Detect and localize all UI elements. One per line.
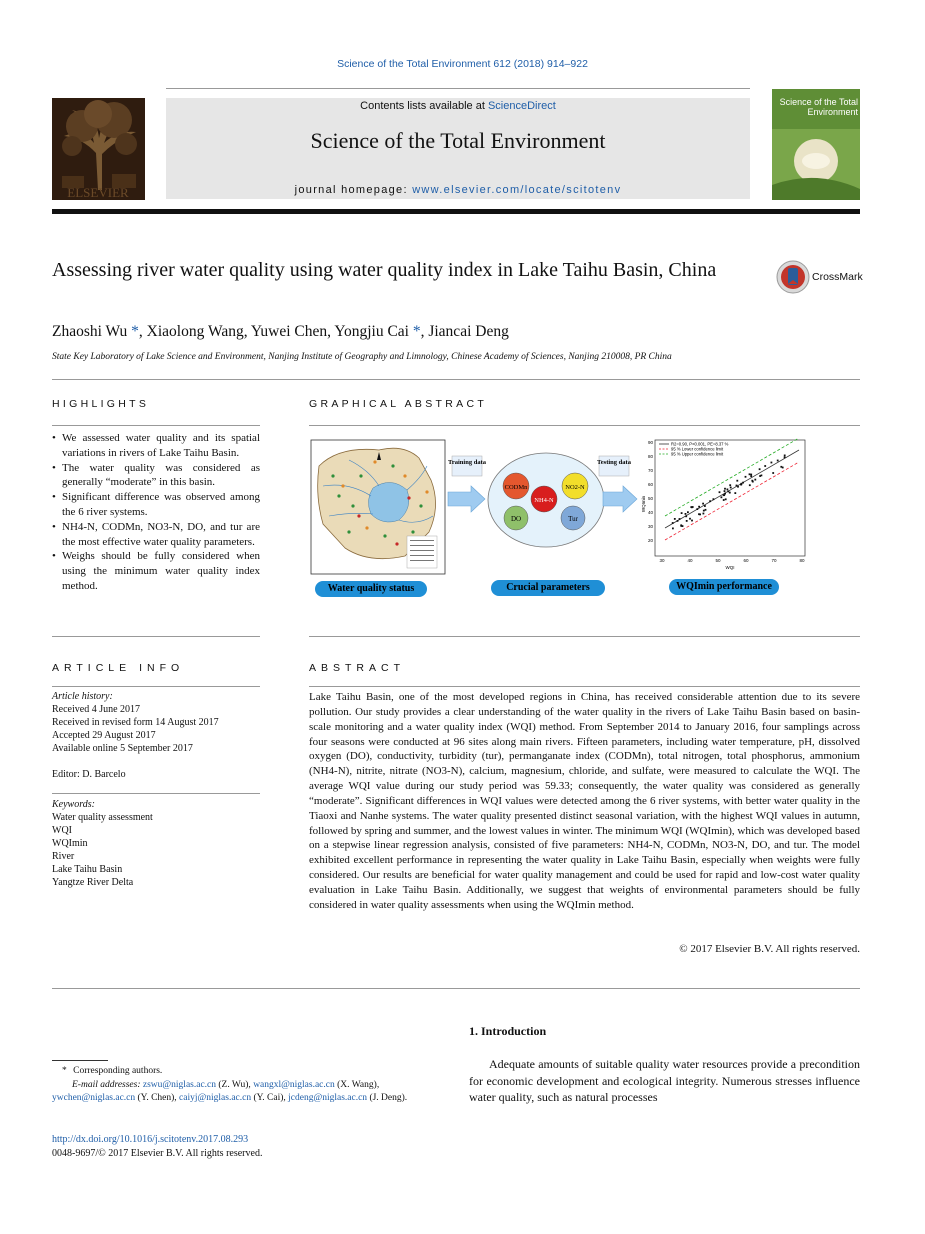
scatter-point [724,493,726,495]
label-crucial-parameters: Crucial parameters [491,580,605,596]
highlight-text: NH4-N, CODMn, NO3-N, DO, and tur are the most effective water quality parameters. [62,520,260,548]
scatter-point [672,522,674,524]
scatter-point [703,513,705,515]
article-title: Assessing river water quality using water quality index in Lake Taihu Basin, China [52,259,717,281]
testing-label: Testing data [597,459,631,466]
author-name: Yongjiu Cai [334,323,409,340]
journal-cover [772,89,860,200]
plot-ytick: 50 [647,496,653,501]
section-rule [52,379,860,380]
param-no2: NO2-N [565,484,585,491]
scatter-point [723,499,725,501]
scatter-point [674,518,676,520]
scatter-point [727,489,729,491]
scatter-point [750,475,752,477]
plot-ytick: 20 [647,538,653,543]
highlight-text: Significant difference was observed among the 6 river systems. [62,491,260,518]
scatter-point [687,511,689,513]
keyword: Yangtze River Delta [52,877,134,888]
plot-ytick: 80 [647,454,653,459]
scatter-point [749,484,751,486]
keyword: Lake Taihu Basin [52,864,123,875]
footnote-star: * [62,1066,67,1076]
wqi-scatter-plot [641,438,805,570]
scatter-point [690,506,692,508]
highlights-list [52,431,260,594]
author-name: Xiaolong Wang [146,323,244,340]
scatter-point [685,515,687,517]
journal-title: Science of the Total Environment [310,128,606,153]
scatter-point [745,476,747,478]
param-cod: CODMn [504,484,528,491]
homepage-prefix: journal homepage: [294,184,413,196]
issn-line: 0048-9697/© 2017 Elsevier B.V. All rights reserved. [52,1148,263,1159]
email-label: E-mail addresses: [72,1079,141,1090]
highlight-item [52,431,260,461]
scatter-point [750,474,752,476]
graphical-abstract-figure [309,436,809,604]
keywords-rule [52,793,260,794]
introduction-body: Adequate amounts of suitable quality water resources provide a precondition for economic development and ecological integrity. Numerous stresses influence water quality, such as natural processes [469,1057,860,1104]
header-rule [166,88,750,89]
highlight-item [52,549,260,593]
scatter-point [696,508,698,510]
journal-homepage [166,184,750,196]
scatter-point [742,482,744,484]
article-info-rule [52,686,260,687]
highlights-bottom-rule [52,636,260,637]
journal-header [166,98,750,199]
corresponding-mark[interactable]: * [412,323,421,340]
scatter-point [689,518,691,520]
plot-ytick: 40 [647,510,653,515]
highlight-text: Weighs should be fully considered when using the minimum water quality index method. [62,550,260,592]
highlight-text: The water quality was considered as generally “moderate” in this basin. [62,461,260,489]
scatter-point [725,498,727,500]
plot-ylabel: WQImin [641,495,646,513]
scatter-point [749,473,751,475]
scatter-point [729,484,731,486]
crossmark-badge[interactable] [776,260,866,294]
scatter-point [740,484,742,486]
highlight-item [52,461,260,491]
email-owner: (Z. Wu), [218,1079,251,1090]
scatter-point [727,491,729,493]
corresponding-mark[interactable]: * [131,323,139,340]
keywords [52,798,262,889]
plot-ytick: 90 [647,440,653,445]
param-tur: Tur [568,515,578,523]
email-owner: (J. Deng). [369,1093,408,1103]
highlight-item [52,490,260,520]
highlights-rule [52,425,260,426]
history-item: Received 4 June 2017 [52,704,141,715]
scatter-point [681,512,683,514]
plot-legend-fit: R2=0.90, P<0.001, PE=8.37 % [671,441,729,447]
scatter-point [759,468,761,470]
keywords-label: Keywords: [52,799,95,810]
scatter-point [736,485,738,487]
scatter-point [759,475,761,477]
header-thick-rule [52,209,860,214]
cover-title: Science of the Total Environment [779,97,858,117]
keyword: Water quality assessment [52,812,153,823]
keyword: WQImin [52,838,88,849]
email-link[interactable]: zswu@niglas.ac.cn [142,1079,217,1090]
graphical-abstract-bottom-rule [309,636,860,637]
history-item: Received in revised form 14 August 2017 [52,717,219,728]
plot-xlabel: WQI [725,565,735,570]
abstract-rule [309,686,860,687]
doi-link[interactable]: http://dx.doi.org/10.1016/j.scitotenv.2017.08.293 [52,1134,249,1145]
plot-xtick: 80 [799,558,805,563]
scatter-point [677,520,679,522]
plot-ytick: 60 [647,482,653,487]
scatter-point [686,520,688,522]
scatter-point [702,503,704,505]
label-wqimin-performance: WQImin performance [669,579,779,595]
highlight-text: We assessed water quality and its spatial variations in rivers of Lake Taihu Basin. [62,432,260,459]
scatter-point [672,528,674,530]
keyword: WQI [52,825,72,836]
highlights-heading: HIGHLIGHTS [52,398,150,410]
scatter-point [724,488,726,490]
plot-xtick: 50 [715,558,721,563]
scatter-point [771,462,773,464]
abstract-copyright: © 2017 Elsevier B.V. All rights reserved. [679,943,860,955]
crucial-parameters-diagram [488,453,604,547]
email-owner: (X. Wang), [337,1079,380,1090]
scatter-point [705,509,707,511]
article-history [52,690,262,781]
email-link[interactable]: ywchen@niglas.ac.cn [52,1093,136,1103]
scatter-point [734,492,736,494]
scatter-point [723,494,725,496]
graphical-abstract-heading: GRAPHICAL ABSTRACT [309,398,488,410]
scatter-point [784,455,786,457]
scatter-point [704,505,706,507]
keyword: River [52,851,75,862]
contents-prefix: Contents lists available at [360,100,488,112]
plot-xtick: 30 [659,558,665,563]
email-owner: (Y. Chen), [137,1093,177,1103]
scatter-point [703,510,705,512]
homepage-link[interactable]: www.elsevier.com/locate/scitotenv [412,184,622,196]
training-label: Training data [448,459,486,466]
introduction-heading: 1. Introduction [469,1024,547,1038]
footnote-label: Corresponding authors. [73,1066,163,1076]
scatter-point [691,520,693,522]
logo-wordmark: ELSEVIER [67,185,129,200]
email-link[interactable]: wangxl@niglas.ac.cn [253,1079,335,1090]
history-label: Article history: [52,691,113,702]
plot-xtick: 70 [771,558,777,563]
scatter-point [772,472,774,474]
scatter-point [764,465,766,467]
param-nh4: NH4-N [534,497,554,504]
scatter-point [777,460,779,462]
scatter-point [679,518,681,520]
abstract-body: Lake Taihu Basin, one of the most developed regions in China, has received considerable attention due to its severe pollution. Our study provides a clear understanding of the water quality in the rivers of Lake Taihu Basin based on basin-scale monitoring and a water quality index (WQI) method. From September 2014 to January 2016, four samplings across four seasons were conducted at 96 sites along main rivers. Fifteen parameters, including water temperature, pH, dissolved oxygen (DO), conductivity, turbidity (tur), permanganate index (CODMn), total nitrogen, total phosphorus, ammonium (NH4-N), nitrite, nitrate (NO3-N), calcium, magnesium, chloride, and sulfate, were measured to calculate the WQI. The average WQI value during our study period was 59.33; consequently, the water quality was considered as generally “moderate”. Significant differences in WQI values were detected among the 6 river systems, with better water quality in the Tiaoxi and Nanhe systems. The water quality presented distinct seasonal variation, with the highest WQI values in autumn, followed by spring and summer, and the lowest values in winter. The minimum WQI (WQImin), which was developed based on a stepwise linear regression analysis, consisted of five parameters: NH4-N, CODMn, NO3-N, DO, and tur. The model exhibited excellent performance in representing the water quality in Lake Taihu Basin, especially when weights were fully considered. Our results are beneficial for water quality management and could be used for rapid and low-cost water quality evaluation in Lake Taihu Basin. Additionally, we suggest that weights of environmental parameters should be fully considered in water quality assessments when using the WQImin method. [309,691,860,911]
affiliation: State Key Laboratory of Lake Science and Environment, Nanjing Institute of Geography and Limnology, Chinese Academy of Sciences, Nanjing 210008, PR China [52,352,672,362]
scatter-point [736,480,738,482]
scatter-point [730,487,732,489]
footnote [52,1065,452,1106]
sciencedirect-link[interactable]: ScienceDirect [487,100,556,112]
scatter-point [698,513,700,515]
article-info-heading: ARTICLE INFO [52,662,185,674]
graphical-abstract-rule [309,425,860,426]
scatter-point [752,481,754,483]
basin-map [311,440,445,574]
scatter-point [780,466,782,468]
plot-xtick: 60 [743,558,749,563]
author-name: Yuwei Chen [250,323,328,340]
elsevier-logo [52,98,145,200]
contents-line [166,100,750,112]
scatter-point [709,500,711,502]
param-do: DO [510,515,522,523]
plot-ytick: 70 [647,468,653,473]
crossmark-icon [776,260,810,294]
footnote-rule [52,1060,108,1061]
plot-xtick: 40 [687,558,693,563]
testing-arrow [597,456,637,512]
author-name: Jiancai Deng [428,323,509,340]
plot-legend-lower: 95 % Lower confidence limit [671,446,724,452]
plot-legend-upper: 95 % Upper confidence limit [671,451,724,457]
scatter-point [721,496,723,498]
scatter-point [719,491,721,493]
training-arrow [448,456,487,512]
history-item: Available online 5 September 2017 [52,743,193,754]
scatter-point [784,456,786,458]
editor: Editor: D. Barcelo [52,769,126,780]
highlight-item [52,520,260,550]
scatter-point [724,490,726,492]
scatter-point [685,513,687,515]
scatter-point [713,498,715,500]
history-item: Accepted 29 August 2017 [52,730,156,741]
email-link[interactable]: jcdeng@niglas.ac.cn [288,1093,368,1103]
abstract-heading: ABSTRACT [309,662,406,674]
author-list: Zhaoshi Wu *, Xiaolong Wang, Yuwei Chen, Yongjiu Cai *, Jiancai Deng [52,323,509,340]
email-owner: (Y. Cai), [253,1093,286,1103]
crossmark-label: CrossMark [812,271,863,283]
body-rule [52,988,860,989]
scatter-point [754,479,756,481]
journal-citation[interactable]: Science of the Total Environment 612 (2018) 914–922 [337,58,588,70]
author-name: Zhaoshi Wu [52,323,128,340]
scatter-point [682,525,684,527]
email-link[interactable]: caiyj@niglas.ac.cn [179,1093,252,1103]
label-water-quality-status: Water quality status [315,581,427,597]
scatter-point [698,506,700,508]
plot-ytick: 30 [647,524,653,529]
